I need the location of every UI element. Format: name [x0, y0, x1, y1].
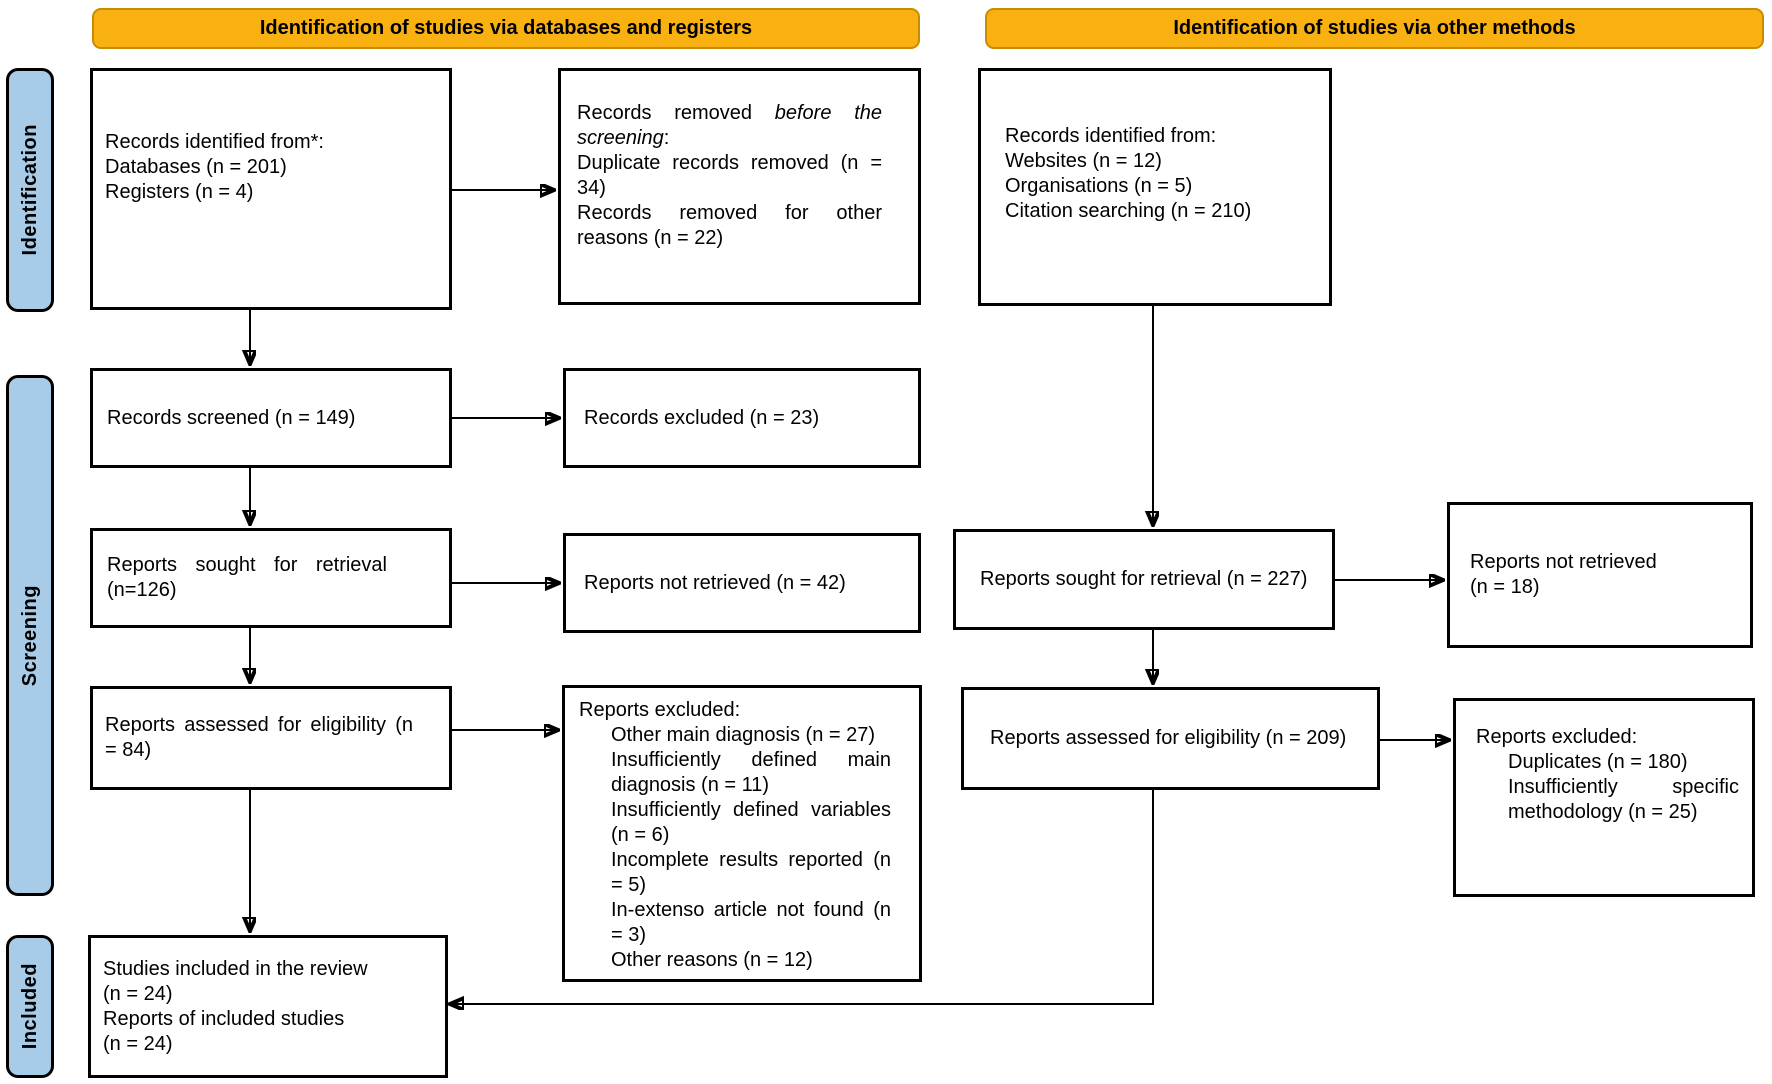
list-item: Incomplete results reported (n = 5) — [611, 849, 891, 896]
box-records-excluded — [563, 368, 921, 468]
box-reports-sought-other — [953, 529, 1335, 630]
box-text-line: Reports not retrieved — [1470, 551, 1657, 573]
banner-other-methods — [985, 8, 1764, 49]
box-studies-included — [88, 935, 448, 1078]
list-item: Insufficiently defined main diagnosis (n = 11) — [611, 749, 891, 796]
banner-databases-registers — [92, 8, 920, 49]
box-reports-excluded-other — [1453, 698, 1755, 897]
box-records-screened — [90, 368, 452, 468]
box-text: Duplicate records removed (n = 34) — [577, 151, 882, 199]
box-text-line: Reports assessed for eligibility (n = 209) — [990, 727, 1347, 749]
box-text-line: Reports sought for retrieval (n = 227) — [980, 568, 1308, 590]
box-text-line: Registers (n = 4) — [105, 180, 254, 203]
stage-label-identification: Identification — [6, 68, 54, 312]
stage-label-included: Included — [6, 935, 54, 1078]
italic-phrase: before the screening — [577, 101, 882, 149]
box-records-removed-before-screening — [558, 68, 921, 305]
box-text-line: Reports of included studies — [103, 1007, 345, 1030]
box-text-line: Citation searching (n = 210) — [1005, 200, 1252, 222]
box-text-line: Records excluded (n = 23) — [584, 406, 820, 429]
box-text: Records removed for other reasons (n = 22) — [577, 201, 882, 249]
box-reports-excluded-databases — [562, 685, 922, 982]
box-text-line: Websites (n = 12) — [1005, 150, 1162, 172]
list-item: In-extenso article not found (n = 3) — [611, 899, 891, 946]
box-reports-sought-databases — [90, 528, 452, 628]
box-text-line: Organisations (n = 5) — [1005, 175, 1193, 197]
box-text-line: (n = 24) — [103, 982, 173, 1005]
box-text-line: (n = 24) — [103, 1032, 173, 1055]
box-title: Reports excluded: — [579, 699, 741, 721]
box-text: Reports sought for retrieval (n=126) — [107, 554, 387, 601]
box-text-line: Databases (n = 201) — [105, 155, 287, 178]
list-item: Insufficiently specific methodology (n = 25) — [1508, 776, 1739, 823]
box-text-line: Records screened (n = 149) — [107, 406, 356, 429]
list-item: Other reasons (n = 12) — [611, 949, 813, 971]
box-text-line: Records identified from: — [1005, 125, 1217, 147]
box-records-identified-databases — [90, 68, 452, 310]
box-reports-not-retrieved-other — [1447, 502, 1753, 648]
box-text: Reports assessed for eligibility (n = 84) — [105, 714, 413, 761]
box-reports-not-retrieved-databases — [563, 533, 921, 633]
box-text-line: Records identified from*: — [105, 130, 324, 153]
stage-label-screening: Screening — [6, 375, 54, 896]
box-reports-assessed-other — [961, 687, 1380, 790]
box-records-identified-other — [978, 68, 1332, 306]
list-item: Duplicates (n = 180) — [1508, 751, 1688, 773]
box-title: Reports excluded: — [1476, 726, 1638, 748]
box-text-line: (n = 18) — [1470, 576, 1540, 598]
list-item: Other main diagnosis (n = 27) — [611, 724, 876, 746]
box-text: Records removed before the screening: — [577, 101, 882, 149]
box-text-line: Reports not retrieved (n = 42) — [584, 571, 846, 594]
banner-other-methods-label: Identification of studies via other methods — [1173, 17, 1576, 39]
box-text-line: Studies included in the review — [103, 957, 368, 980]
box-reports-assessed-databases — [90, 686, 452, 790]
list-item: Insufficiently defined variables (n = 6) — [611, 799, 891, 846]
banner-databases-registers-label: Identification of studies via databases and registers — [259, 17, 753, 39]
